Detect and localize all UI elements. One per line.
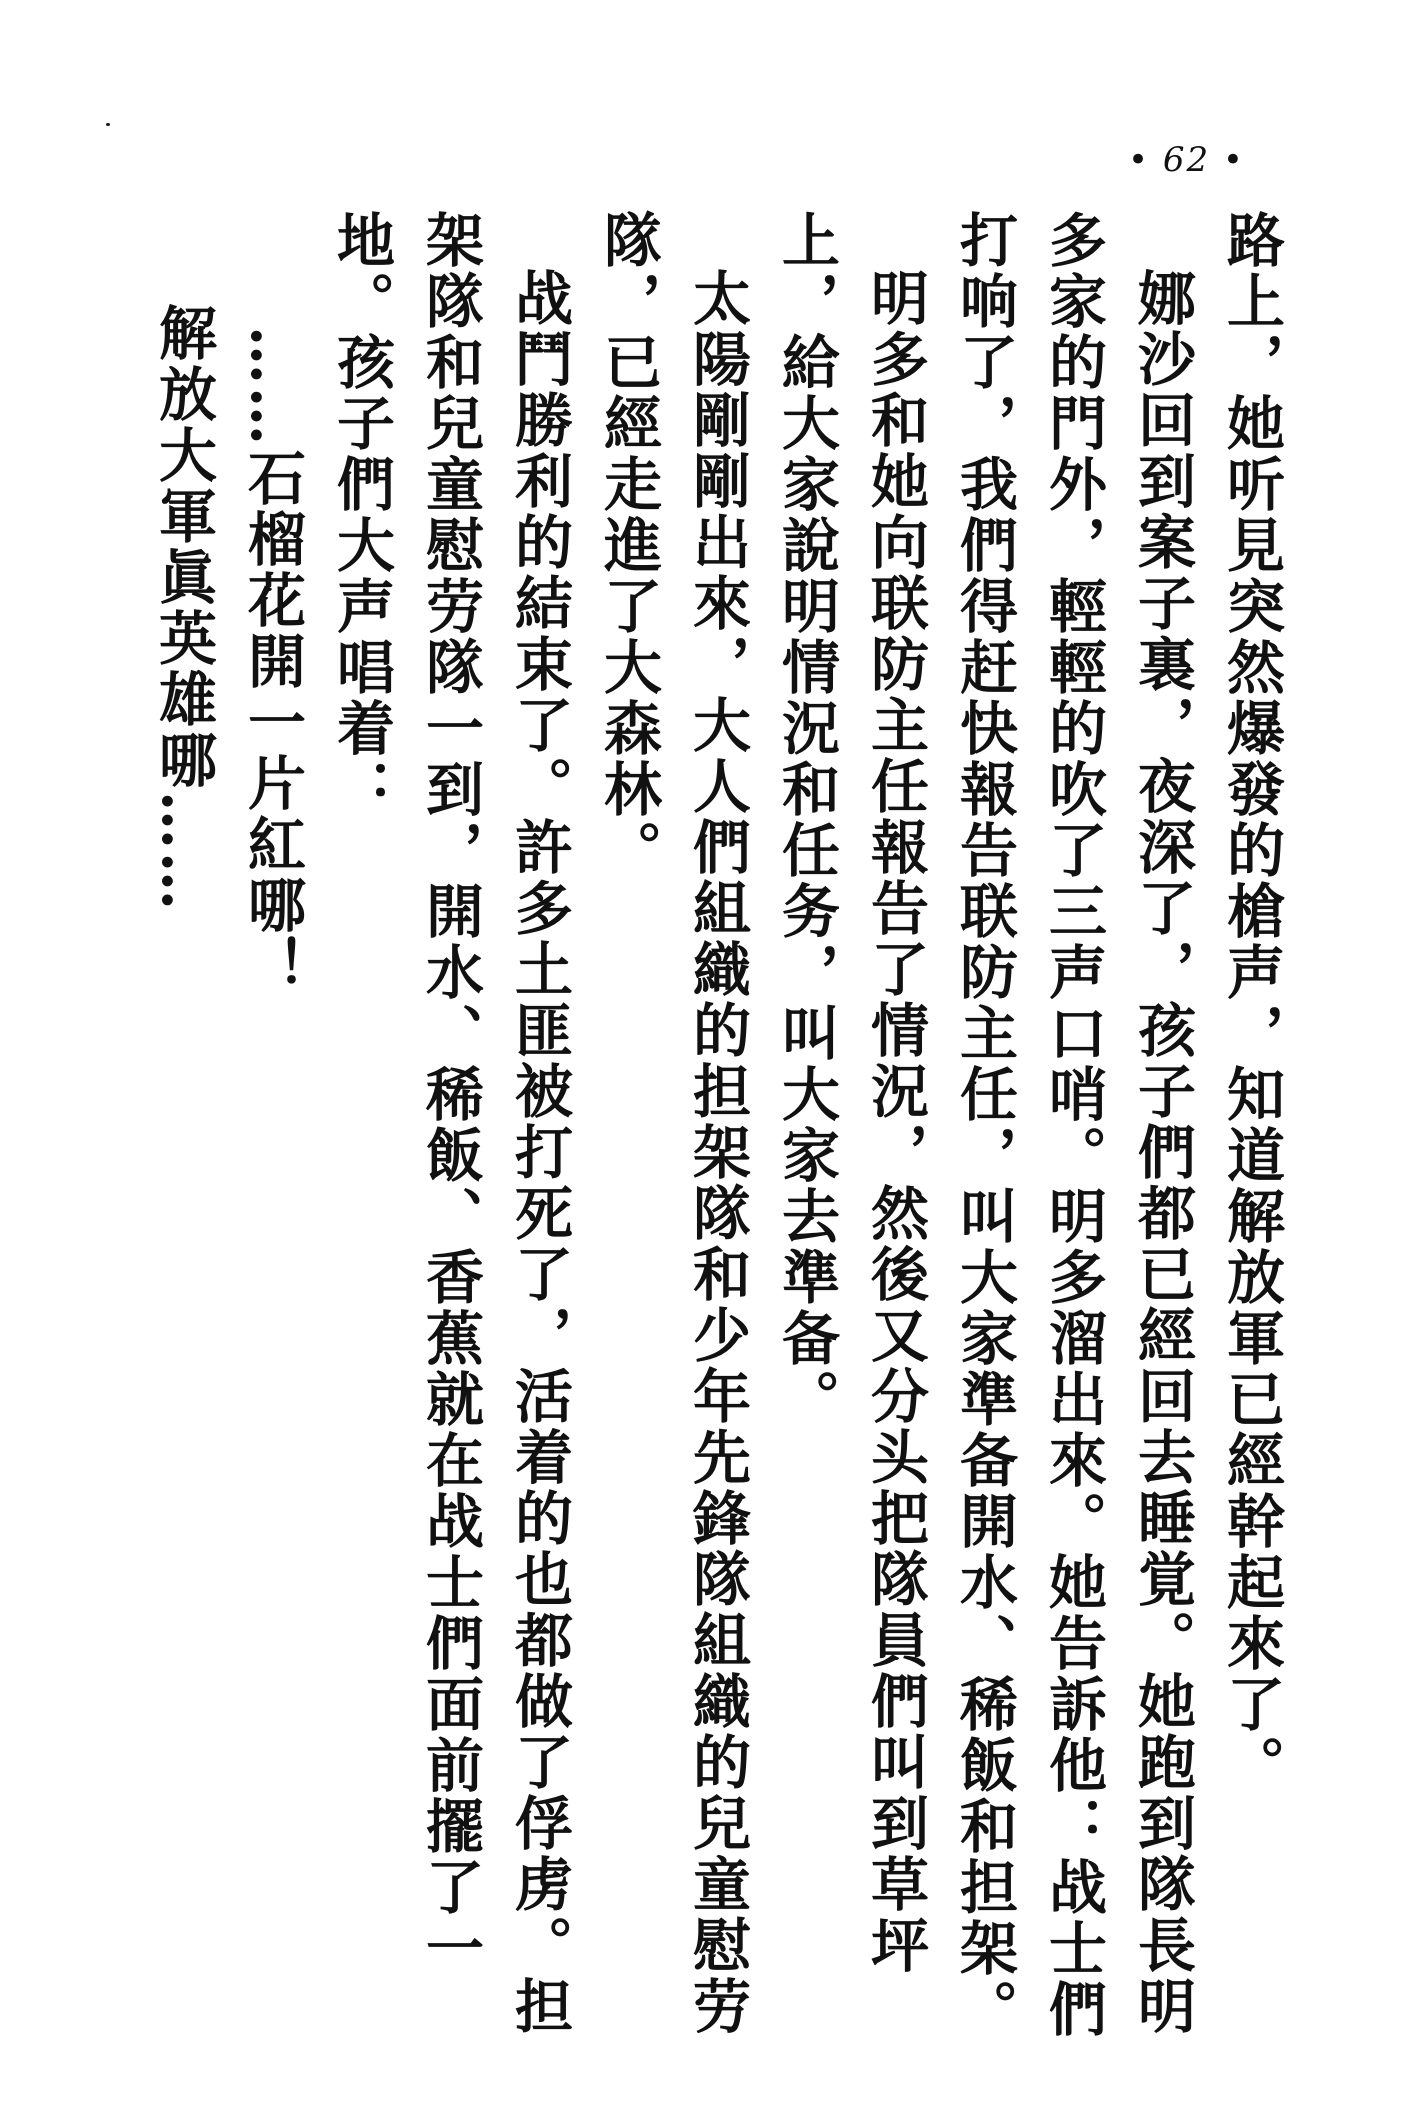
ink-speck	[106, 123, 110, 126]
paragraph: 路上，她听見突然爆發的槍声，知道解放軍已經幹起來了。	[1217, 210, 1285, 1796]
paragraph: 战鬥勝利的結束了。許多土匪被打死了，活着的也都做了俘虏。担架隊和兒童慰劳隊一到，開水、稀飯、香蕉就在战士們面前擺了一地。孩子們大声唱着：	[327, 210, 573, 2037]
page-number: • 62 •	[1128, 140, 1245, 180]
paragraph: 太陽剛剛出來，大人們組織的担架隊和少年先鋒隊組織的兒童慰劳隊，已經走進了大森林。	[594, 210, 751, 2037]
paragraph: 明多和她向联防主任報告了情況，然後又分头把隊員們叫到草坪上，給大家說明情況和任务，叫大家去準备。	[772, 210, 929, 1976]
vertical-text-body	[105, 210, 1295, 2070]
song-line: 解放大軍眞英雄哪……	[149, 302, 217, 913]
song-line: ……石榴花開一片紅哪！	[238, 326, 306, 997]
paragraph: 娜沙回到案子裏，夜深了，孩子們都已經回去睡覚。她跑到隊長明多家的門外，輕輕的吹了三声口哨。明多溜出來。她告訴他：战士們打响了，我們得赶快報告联防主任，叫大家準备開水、稀飯和担架。	[950, 210, 1196, 2040]
